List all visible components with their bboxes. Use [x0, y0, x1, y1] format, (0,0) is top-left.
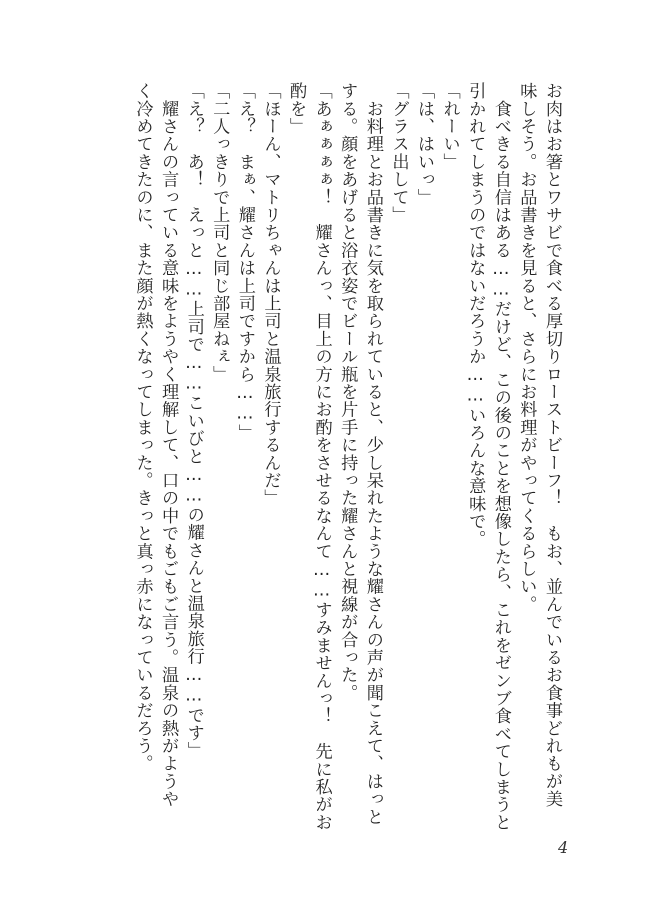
text-line: お肉はお箸とワサビで食べる厚切りローストビーフ！ もお、並んでいるお食事どれもが美 — [542, 82, 562, 808]
text-line: 「グラス出して」 — [388, 82, 409, 224]
text-line: する。顔をあげると浴衣姿でビール瓶を片手に持った耀さんと視線が合った。 — [337, 82, 358, 702]
text-line: 食べきる自信はある……だけど、この後のことを想像したら、これをゼンブ食べてしまうと — [490, 82, 511, 831]
text-line: く冷めてきたのに、また顔が熱くなってしまった。きっと真っ赤になっているだろう。 — [132, 82, 153, 773]
text-line: 「は、はいっ」 — [414, 82, 435, 206]
text-line: 「あぁぁぁぁ！ 耀さんっ、目上の方にお酌をさせるなんて……すみませんっ！ 先に私がお — [311, 82, 332, 831]
vertical-text-body — [129, 82, 564, 831]
text-line: 味しそう。お品書きを見ると、さらにお料理がやってくるらしい。 — [516, 82, 537, 613]
page-number: 4 — [558, 838, 569, 857]
text-line: お料理とお品書きに気を取られていると、少し呆れたような耀さんの声が聞こえて、はっと — [362, 82, 383, 826]
text-line: 「え？ あ！ えっと……上司で……こいびと……の耀さんと温泉旅行……です」 — [183, 82, 204, 760]
text-line: 「え？ まぁ、耀さんは上司ですから……」 — [234, 82, 255, 442]
text-line: 「ほーん、マトリちゃんは上司と温泉旅行するんだ」 — [260, 82, 281, 507]
text-line: 「二人っきりで上司と同じ部屋ねぇ」 — [209, 82, 230, 383]
text-line: 耀さんの言っている意味をようやく理解して、口の中でもごもご言う。温泉の熱がようや — [158, 82, 179, 808]
text-line: 引かれてしまうのではないだろうか……いろんな意味で。 — [465, 82, 486, 548]
text-line: 酌を」 — [286, 82, 307, 136]
text-line: 「れーい」 — [439, 82, 460, 171]
